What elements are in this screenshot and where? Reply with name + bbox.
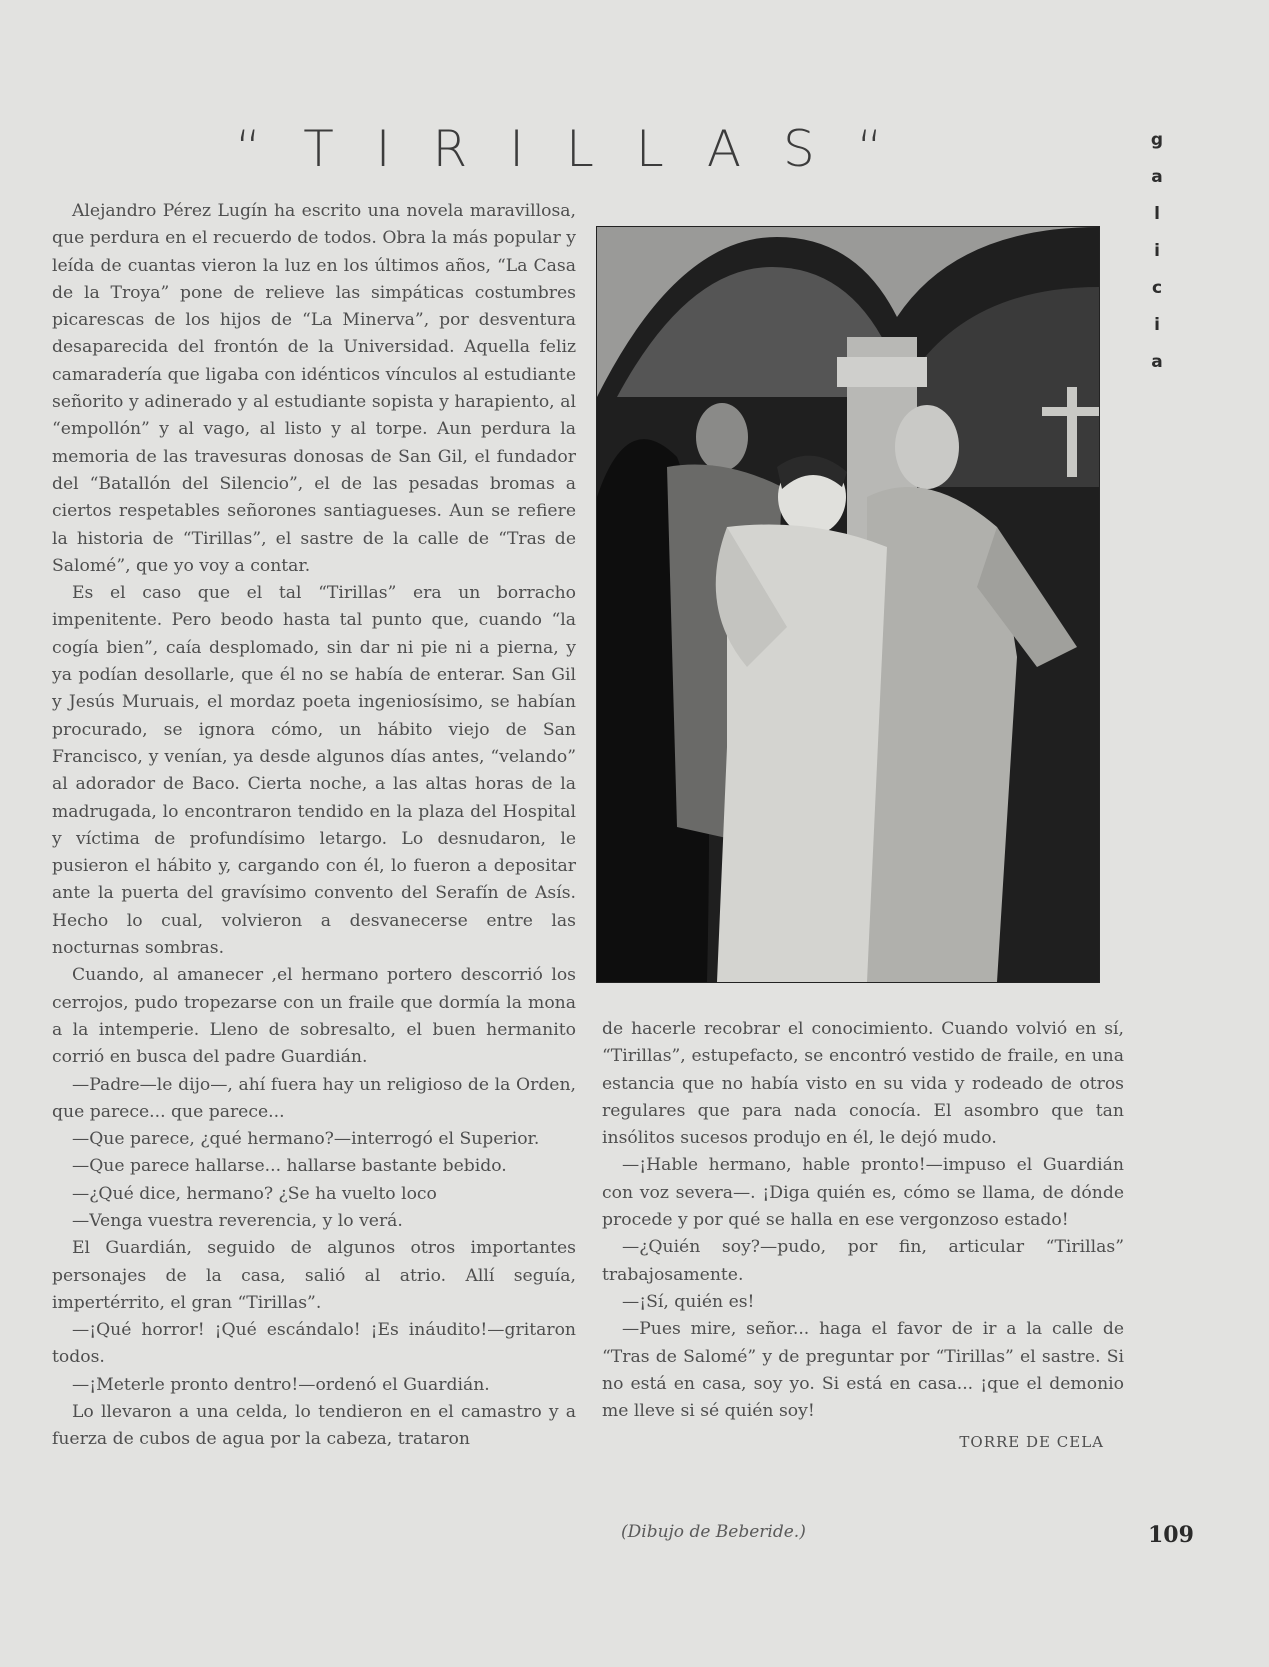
side-letter: c	[1151, 278, 1163, 298]
paragraph: —Que parece, ¿qué hermano?—interrogó el Superior.	[72, 1129, 540, 1150]
paragraph: Cuando, al amanecer ,el hermano portero descorrió los cerrojos, pudo tropezarse con un fraile que dormía la mona a la intemperie. Lleno de sobresalto, el buen hermanito corrió en busca del padre Guardián.	[52, 965, 576, 1068]
article-title: “TIRILLAS“	[235, 120, 925, 178]
paragraph: —¿Qué dice, hermano? ¿Se ha vuelto loco	[72, 1183, 437, 1204]
side-letter: a	[1151, 352, 1163, 372]
side-letter: g	[1150, 130, 1164, 150]
side-letter: l	[1154, 204, 1160, 224]
paragraph: Es el caso que el tal “Tirillas” era un borracho impenitente. Pero beodo hasta tal punto que, cuando “la cogía bien”, caía desplomado, sin dar ni pie ni a pierna, y ya podían desollarle, que él no se había de enterar. San Gil y Jesús Muruais, el mordaz poeta ingeniosísimo, se habían procurado, se ignora cómo, un hábito viejo de San Francisco, y venían, ya desde algunos días antes, “velando” al adorador de Baco. Cierta noche, a las altas horas de la madrugada, lo encontraron tendido en la plaza del Hospital y víctima de profundísimo letargo. Lo desnudaron, le pusieron el hábito y, cargando con él, lo fueron a depositar ante la puerta del gravísimo convento del Serafín de Asís. Hecho lo cual, volvieron a desvanecerse entre las nocturnas sombras.	[52, 583, 576, 959]
paragraph: —Que parece hallarse... hallarse bastante bebido.	[72, 1156, 507, 1177]
right-column	[602, 1016, 1124, 1457]
paragraph: —Venga vuestra reverencia, y lo verá.	[72, 1210, 403, 1231]
author-signature: TORRE DE CELA	[959, 1433, 1104, 1452]
page-number: 109	[1148, 1522, 1194, 1548]
illustration-monks	[596, 226, 1100, 983]
side-letter: i	[1154, 241, 1160, 261]
paragraph: —¿Quién soy?—pudo, por fin, articular “Tirillas” trabajosamente.	[602, 1237, 1124, 1285]
paragraph: —Padre—le dijo—, ahí fuera hay un religioso de la Orden, que parece... que parece...	[52, 1074, 576, 1122]
paragraph: —Pues mire, señor... haga el favor de ir a la calle de “Tras de Salomé” y de preguntar por “Tirillas” el sastre. Si no está en casa, soy yo. Si está en casa... ¡que el demonio me lleve si sé quién soy!	[602, 1319, 1124, 1422]
paragraph: El Guardián, seguido de algunos otros importantes personajes de la casa, salió al atrio. Allí seguía, impertérrito, el gran “Tirillas”.	[52, 1238, 576, 1313]
side-letter: a	[1151, 167, 1163, 187]
paragraph: Alejandro Pérez Lugín ha escrito una novela maravillosa, que perdura en el recuerdo de todos. Obra la más popular y leída de cuantas vieron la luz en los últimos años, “La Casa de la Troya” pone de relieve las simpáticas costumbres picarescas de los hijos de “La Minerva”, por desventura desaparecida del frontón de la Universidad. Aquella feliz camaradería que ligaba con idénticos vínculos al estudiante señorito y adinerado y al estudiante sopista y harapiento, al “empollón” y al vago, al listo y al torpe. Aun perdura la memoria de las travesuras donosas de San Gil, el fundador del “Batallón del Silencio”, el de las pesadas bromas a ciertos respetables señorones santiagueses. Aun se refiere la historia de “Tirillas”, el sastre de la calle de “Tras de Salomé”, que yo voy a contar.	[52, 201, 576, 576]
monks-drawing	[597, 227, 1099, 982]
side-masthead	[1147, 125, 1167, 378]
paragraph: —¡Meterle pronto dentro!—ordenó el Guardián.	[72, 1374, 490, 1395]
paragraph: —¡Qué horror! ¡Qué escándalo! ¡Es ináudito!—gritaron todos.	[52, 1320, 576, 1368]
side-letter: i	[1154, 315, 1160, 335]
left-column	[52, 198, 576, 1454]
paragraph: —¡Hable hermano, hable pronto!—impuso el Guardián con voz severa—. ¡Diga quién es, cómo se llama, de dónde procede y por qué se halla en ese vergonzoso estado!	[602, 1155, 1124, 1231]
paragraph: Lo llevaron a una celda, lo tendieron en el camastro y a fuerza de cubos de agua por la cabeza, trataron	[52, 1402, 576, 1450]
paragraph: —¡Sí, quién es!	[622, 1291, 755, 1312]
illustration-credit: (Dibujo de Beberide.)	[621, 1522, 806, 1542]
paragraph: de hacerle recobrar el conocimiento. Cuando volvió en sí, “Tirillas”, estupefacto, se encontró vestido de fraile, en una estancia que no había visto en su vida y rodeado de otros regulares que para nada conocía. El asombro que tan insólitos sucesos produjo en él, le dejó mudo.	[602, 1019, 1124, 1149]
